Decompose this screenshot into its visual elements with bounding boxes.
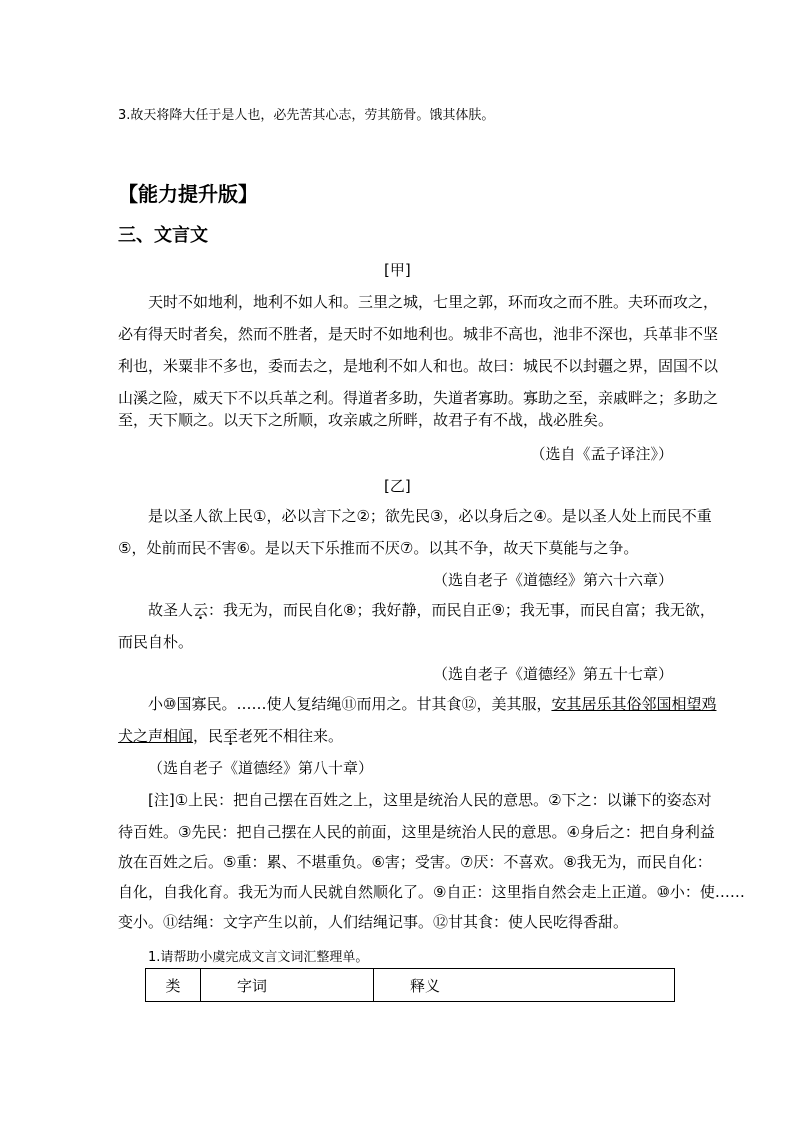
yi-label: [乙]	[384, 477, 411, 495]
jia-line-4: 山溪之险，威天下不以兵革之利。得道者多助，失道者寡助。寡助之至，亲戚畔之；多助之	[118, 389, 719, 407]
yi-p3-text-b: ，民	[193, 727, 224, 745]
jia-line-5: 至，天下顺之。以天下之所顺，攻亲戚之所畔，故君子有不战，战必胜矣。	[118, 411, 614, 429]
jia-line-1: 天时不如地利，地利不如人和。三里之城，七里之郭，环而攻之而不胜。夫环而攻之，	[148, 293, 719, 311]
yi-p3-underlined-2: 犬之声相闻	[118, 727, 194, 745]
yi-p1-line-1: 是以圣人欲上民①，必以言下之②；欲先民③，必以身后之④。是以圣人处上而民不重	[148, 507, 712, 525]
jia-label: [甲]	[384, 261, 411, 279]
yi-p2-line-2: 而民自朴。	[118, 633, 194, 651]
jia-line-2: 必有得天时者矣，然而不胜者，是天时不如地利也。城非不高也，池非不深也，兵革非不坚	[118, 325, 719, 343]
question-1: 1.请帮助小虞完成文言文词汇整理单。	[148, 950, 369, 965]
yi-p3-dotted-char: 至	[223, 727, 239, 745]
jia-source: （选自《孟子译注》）	[530, 445, 673, 463]
intro-line: 3.故天将降大任于是人也，必先苦其心志，劳其筋骨。饿其体肤。	[118, 108, 495, 123]
section-heading: 【能力提升版】	[118, 182, 258, 206]
yi-p3-underlined-1: 安其居乐其俗邻国相望鸡	[551, 695, 717, 713]
yi-p2-source: （选自老子《道德经》第五十七章）	[432, 665, 673, 683]
yi-p1-line-2: ⑤，处前而民不害⑥。是以天下乐推而不厌⑦。以其不争，故天下莫能与之争。	[118, 539, 639, 557]
yi-p2-dotted-char: 云	[193, 601, 209, 619]
notes-line-5: 变小。⑪结绳：文字产生以前，人们结绳记事。⑫甘其食：使人民吃得香甜。	[118, 913, 629, 931]
yi-p1-source: （选自老子《道德经》第六十六章）	[432, 571, 673, 589]
subsection-heading: 三、文言文	[118, 225, 208, 246]
notes-line-2: 待百姓。③先民：把自己摆在人民的前面，这里是统治人民的意思。④身后之：把自身利益	[118, 823, 715, 841]
header-word: 字词	[201, 969, 374, 1002]
notes-line-1: [注]①上民：把自己摆在百姓之上，这里是统治人民的意思。②下之：以谦下的姿态对	[148, 791, 712, 809]
yi-p3-source: （选自老子《道德经》第八十章）	[148, 759, 374, 777]
yi-p3-text-c: 老死不相往来。	[238, 727, 344, 745]
notes-line-4: 自化，自我化育。我无为而人民就自然顺化了。⑨自正：这里指自然会走上正道。⑩小：使……	[118, 883, 745, 901]
header-category: 类	[146, 969, 201, 1002]
table-header-row	[146, 969, 675, 1002]
jia-line-3: 利也，米粟非不多也，委而去之，是地利不如人和也。故曰：城民不以封疆之界，固国不以	[118, 357, 719, 375]
yi-p3-line-2	[118, 720, 343, 752]
header-meaning: 释义	[374, 969, 675, 1002]
vocab-table	[145, 968, 675, 1002]
yi-p3-text-a: 小⑩国寡民。……使人复结绳⑪而用之。甘其食⑫，美其服，	[148, 695, 552, 713]
yi-p2-text-a: 故圣人	[148, 601, 194, 619]
yi-p2-line-1	[148, 594, 715, 626]
yi-p3-line-1	[148, 688, 716, 720]
notes-line-3: 放在百姓之后。⑤重：累、不堪重负。⑥害；受害。⑦厌：不喜欢。⑧我无为，而民自化：	[118, 853, 712, 871]
yi-p2-text-b: ：我无为，而民自化⑧；我好静，而民自正⑨；我无事，而民自富；我无欲，	[208, 601, 715, 619]
